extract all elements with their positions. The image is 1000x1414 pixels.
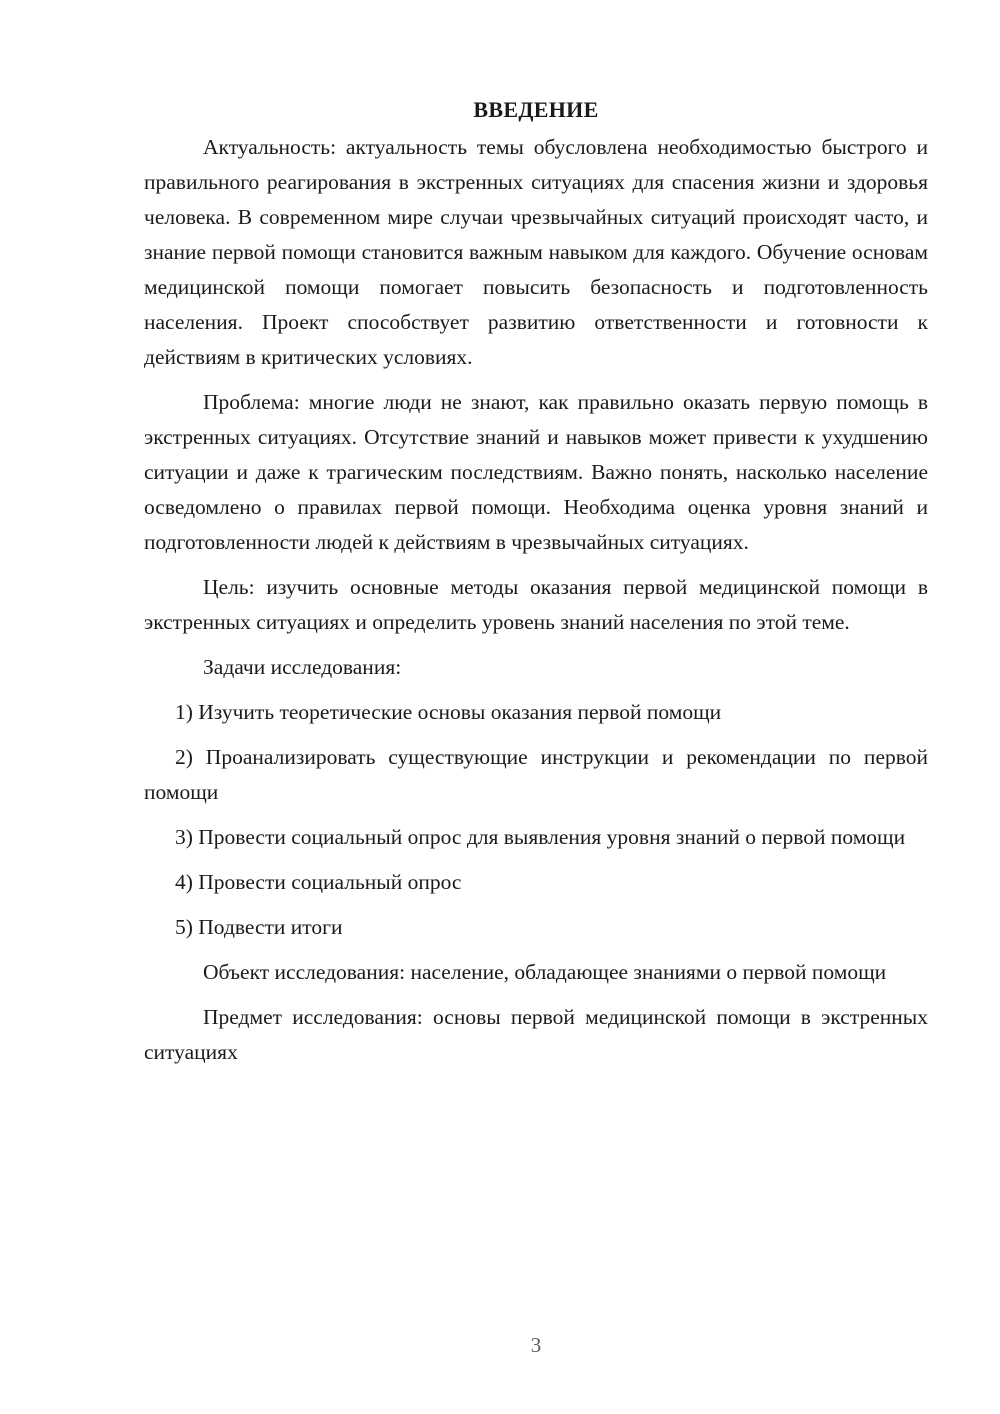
goal-paragraph: Цель: изучить основные методы оказания первой медицинской помощи в экстренных ситуациях и определить уровень знаний населения по этой теме. <box>144 575 928 634</box>
task-item: 4) Провести социальный опрос <box>175 870 462 894</box>
task-item: 3) Провести социальный опрос для выявления уровня знаний о первой помощи <box>175 825 906 849</box>
problem-paragraph: Проблема: многие люди не знают, как правильно оказать первую помощь в экстренных ситуациях. Отсутствие знаний и навыков может привести к ухудшению ситуации и даже к трагическим последствиям. Важно понять, насколько население осведомлено о правилах первой помощи. Необходима оценка уровня знаний и подготовленности людей к действиям в чрезвычайных ситуациях. <box>144 390 928 554</box>
tasks-list <box>144 695 928 945</box>
object-paragraph: Объект исследования: население, обладающее знаниями о первой помощи <box>203 960 887 984</box>
relevance-paragraph: Актуальность: актуальность темы обусловлена необходимостью быстрого и правильного реагирования в экстренных ситуациях для спасения жизни и здоровья человека. В современном мире случаи чрезвычайных ситуаций происходят часто, и знание первой помощи становится важным навыком для каждого. Обучение основам медицинской помощи помогает повысить безопасность и подготовленность населения. Проект способствует развитию ответственности и готовности к действиям в критических условиях. <box>144 135 928 369</box>
subject-paragraph: Предмет исследования: основы первой медицинской помощи в экстренных ситуациях <box>144 1005 928 1064</box>
task-item: 1) Изучить теоретические основы оказания первой помощи <box>175 700 722 724</box>
task-item: 5) Подвести итоги <box>175 915 343 939</box>
document-page <box>144 92 928 1080</box>
tasks-heading: Задачи исследования: <box>203 655 402 679</box>
page-number: 3 <box>530 1333 542 1357</box>
task-item: 2) Проанализировать существующие инструкции и рекомендации по первой помощи <box>144 745 928 804</box>
document-title: ВВЕДЕНИЕ <box>473 97 599 122</box>
